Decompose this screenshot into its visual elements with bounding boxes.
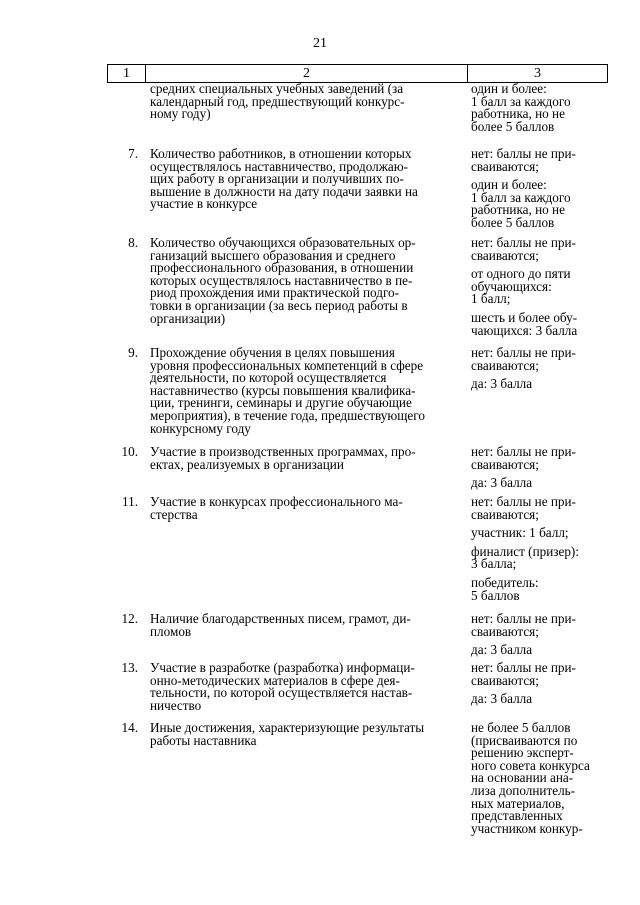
score-option: нет: баллы не при- сваиваются; [471, 611, 576, 639]
score-option: один и более: 1 балл за каждого работника, но не более 5 баллов [471, 81, 571, 134]
row-number: 8. [128, 235, 138, 250]
row-number: 11. [122, 494, 138, 509]
header-col-1: 1 [108, 65, 146, 82]
criterion-description: Участие в разработке (разработка) информаци- онно-методических материалов в сфере дея- тельности, по которой осуществляется настав- ничество [150, 660, 415, 713]
header-col-3: 3 [468, 65, 608, 82]
score-cell [471, 347, 606, 397]
score-cell [471, 662, 606, 712]
score-cell [471, 613, 606, 663]
score-option: да: 3 балла [471, 376, 533, 392]
criterion-description: Участие в конкурсах профессионального ма- стерства [150, 494, 403, 522]
score-option: нет: баллы не при- сваиваются; [471, 146, 576, 174]
score-option: да: 3 балла [471, 642, 533, 658]
score-option: нет: баллы не при- сваиваются; [471, 660, 576, 688]
row-number: 14. [121, 720, 138, 735]
score-option: да: 3 балла [471, 475, 533, 491]
page-number: 21 [313, 36, 327, 51]
score-option: да: 3 балла [471, 691, 533, 707]
criterion-description: Количество обучающихся образовательных ор- ганизаций высшего образования и среднего профессионального образования, в отношении которых осуществлялось наставничество в пе- риод прохождения ими практической подго- товки в организации (за весь период работы в организации) [150, 235, 416, 326]
criterion-description: Участие в производственных программах, про- ектах, реализуемых в организации [150, 444, 416, 472]
score-cell [471, 496, 606, 608]
score-option: нет: баллы не при- сваиваются; [471, 444, 576, 472]
score-option: один и более: 1 балл за каждого работника, но не более 5 баллов [471, 177, 571, 230]
header-col-2: 2 [146, 65, 468, 82]
score-option: не более 5 баллов (присваиваются по решению эксперт- ного совета конкурса на основании ана- лиза дополнитель- ных материалов, представленных участником конкур- [471, 720, 590, 836]
score-cell [471, 83, 606, 139]
row-number: 7. [128, 146, 138, 161]
row-number: 9. [128, 345, 138, 360]
score-option: нет: баллы не при- сваиваются; [471, 494, 576, 522]
score-option: участник: 1 балл; [471, 525, 569, 541]
score-option: финалист (призер): 3 балла; [471, 543, 579, 572]
score-cell [471, 237, 606, 343]
score-option: от одного до пяти обучающихся: 1 балл; [471, 266, 571, 307]
score-option: нет: баллы не при- сваиваются; [471, 345, 576, 373]
criterion-description: средних специальных учебных заведений (за календарный год, предшествующий конкурс- ному году) [150, 81, 405, 122]
score-option: нет: баллы не при- сваиваются; [471, 235, 576, 263]
criterion-description: Количество работников, в отношении которых осуществлялось наставничество, продолжаю- щих работу в организации и получивших по- вышение в должности на дату подачи заявки на участие в конкурсе [150, 146, 418, 212]
score-option: шесть и более обу- чающихся: 3 балла [471, 309, 578, 338]
row-number: 13. [121, 660, 138, 675]
score-cell [471, 446, 606, 496]
score-cell [471, 148, 606, 236]
row-number: 10. [121, 444, 138, 459]
row-number: 12. [121, 611, 138, 626]
criterion-description: Иные достижения, характеризующие результаты работы наставника [150, 720, 425, 748]
score-option: победитель: 5 баллов [471, 574, 539, 603]
criterion-description: Прохождение обучения в целях повышения уровня профессиональных компетенций в сфере деятельности, по которой осуществляется наставничество (курсы повышения квалифика- ции, тренинги, семинары и другие обучающие мероприятия), в течение года, предшествующего конкурсному году [150, 345, 425, 436]
criterion-description: Наличие благодарственных писем, грамот, ди- пломов [150, 611, 411, 639]
score-cell [471, 722, 606, 841]
